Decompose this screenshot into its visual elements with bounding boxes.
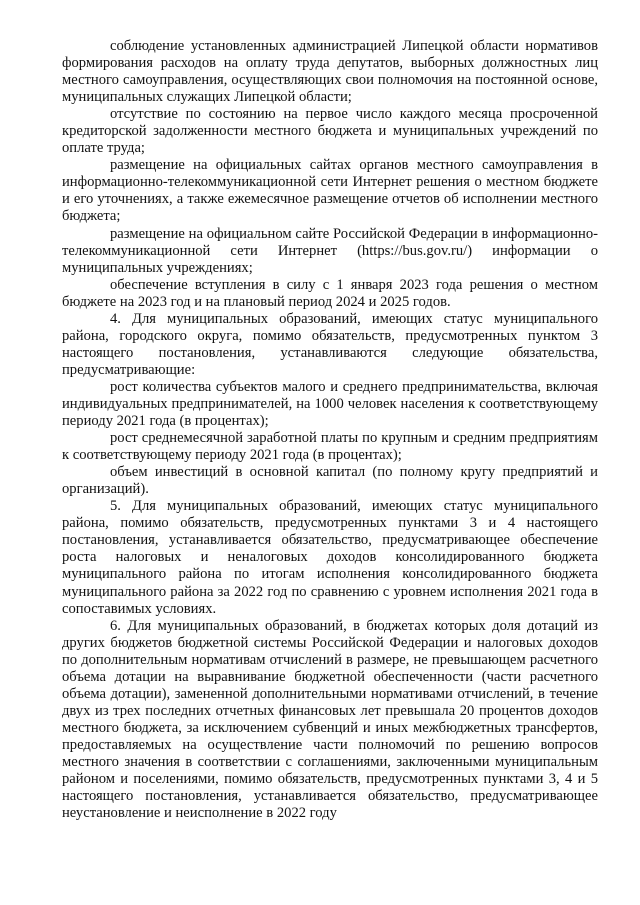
paragraph-bus-gov-publication: размещение на официальном сайте Российской Федерации в информационно-телекоммуникационной сети Интернет (https://bus.gov.ru/) информации о муниципальных учреждениях;: [62, 225, 598, 276]
paragraph-budget-entry-into-force: обеспечение вступления в силу с 1 января 2023 года решения о местном бюджете на 2023 год и на плановый период 2024 и 2025 годов.: [62, 276, 598, 310]
paragraph-budget-publication: размещение на официальных сайтах органов местного самоуправления в информационно-телекоммуникационной сети Интернет решения о местном бюджете и его уточнениях, а также ежемесячное размещение отчетов об исполнении местного бюджета;: [62, 157, 598, 225]
paragraph-item-4: 4. Для муниципальных образований, имеющих статус муниципального района, городского округа, помимо обязательств, предусмотренных пунктом 3 настоящего постановления, устанавливаются следующие обязательства, предусматривающие:: [62, 310, 598, 378]
paragraph-no-overdue-debt: отсутствие по состоянию на первое число каждого месяца просроченной кредиторской задолженности местного бюджета и муниципальных учреждений по оплате труда;: [62, 106, 598, 157]
paragraph-standards-compliance: соблюдение установленных администрацией Липецкой области нормативов формирования расходов на оплату труда депутатов, выборных должностных лиц местного самоуправления, осуществляющих свои полномочия на постоянной основе, муниципальных служащих Липецкой области;: [62, 38, 598, 106]
paragraph-item-6: 6. Для муниципальных образований, в бюджетах которых доля дотаций из других бюджетов бюджетной системы Российской Федерации и налоговых доходов по дополнительным нормативам отчислений в размере, не превышающем расчетного объема дотации на выравнивание бюджетной обеспеченности (части расчетного объема дотации), замененной дополнительными нормативами отчислений, в течение двух из трех последних отчетных финансовых лет превышала 20 процентов доходов местного бюджета, за исключением субвенций и иных межбюджетных трансфертов, предоставляемых на осуществление части полномочий по решению вопросов местного значения в соответствии с соглашениями, заключенными муниципальным районом и поселениями, помимо обязательств, предусмотренных пунктами 3, 4 и 5 настоящего постановления, устанавливается обязательство, предусматривающее неустановление и неисполнение в 2022 году: [62, 617, 598, 822]
paragraph-item-5: 5. Для муниципальных образований, имеющих статус муниципального района, помимо обязательств, предусмотренных пунктами 3 и 4 настоящего постановления, устанавливается обязательство, предусматривающее обеспечение роста налоговых и неналоговых доходов консолидированного бюджета муниципального района по итогам исполнения консолидированного бюджета муниципального района за 2022 год по сравнению с уровнем исполнения 2021 года в сопоставимых условиях.: [62, 498, 598, 617]
paragraph-salary-growth: рост среднемесячной заработной платы по крупным и средним предприятиям к соответствующему периоду 2021 года (в процентах);: [62, 430, 598, 464]
paragraph-investment-volume: объем инвестиций в основной капитал (по полному кругу предприятий и организаций).: [62, 464, 598, 498]
paragraph-small-business-growth: рост количества субъектов малого и среднего предпринимательства, включая индивидуальных предпринимателей, на 1000 человек населения к соответствующему периоду 2021 года (в процентах);: [62, 378, 598, 430]
document-page: [62, 38, 598, 822]
